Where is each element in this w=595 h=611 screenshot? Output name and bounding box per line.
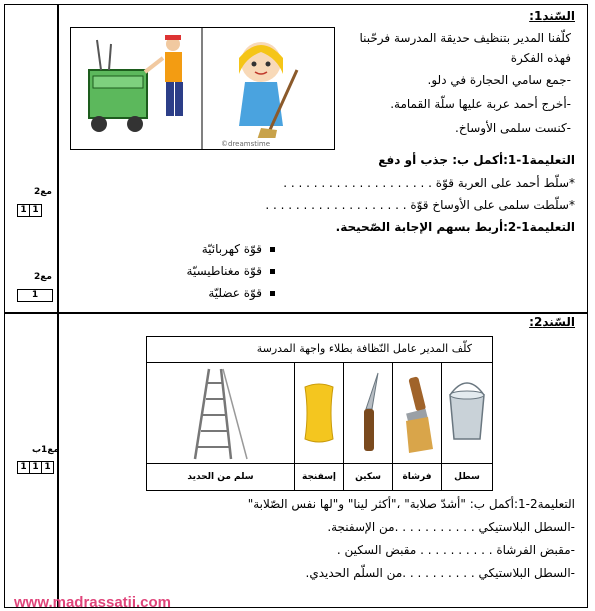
- doc1-intro-line2: فهذه الفكرة: [510, 51, 571, 65]
- force-item[interactable]: قوّة عضليّة: [187, 282, 275, 304]
- tool-label-brush: فرشاة: [392, 463, 442, 491]
- doc1-images: [70, 27, 335, 150]
- sponge-cell: [294, 362, 344, 464]
- criterion-b-label: مع2: [34, 272, 52, 282]
- score-box-b: 1: [17, 289, 53, 302]
- girl-sweeping-image: [204, 42, 332, 147]
- tool-label-bucket: سطل: [441, 463, 493, 491]
- tool-label-sponge: إسفنجة: [294, 463, 344, 491]
- cleaning-cart-worker-image: [89, 35, 183, 132]
- criterion-c-label: مع1ب: [32, 445, 60, 455]
- doc2-task-title: التعليمة2-1:أكمل ب: "أشدّ صلابة" ،"أكثر لينا" و"لها نفس الصّلابة": [247, 497, 575, 511]
- doc1-task1-title: التعليمة1-1:أكمل ب: جذب أو دفع: [378, 153, 575, 167]
- doc2-task-line1[interactable]: -السطل البلاستيكي . . . . . . . . . . .من الإسفنجة.: [327, 520, 575, 534]
- bucket-cell: [441, 362, 493, 464]
- score-box-a: 1 1: [17, 204, 42, 217]
- knife-cell: [343, 362, 393, 464]
- doc1-intro-line1: كلّفنا المدير بتنظيف حديقة المدرسة فرحّبنا: [359, 31, 571, 45]
- bullet-icon: [270, 291, 275, 296]
- watermark[interactable]: www.madrassatii.com: [14, 594, 172, 611]
- ladder-icon: [147, 363, 294, 463]
- doc1-task1-line2[interactable]: *سلّطت سلمى على الأوساخ قوّة . . . . . . . . . . . . . . . . . . .: [265, 198, 575, 212]
- bullet-icon: [270, 247, 275, 252]
- brush-cell: [392, 362, 442, 464]
- bucket-icon: [442, 363, 492, 463]
- criterion-a-label: مع2: [34, 187, 52, 197]
- knife-icon: [344, 363, 392, 463]
- doc1-action-1: -جمع سامي الحجارة في دلو.: [427, 73, 571, 87]
- doc2-task-line2[interactable]: -مقبض الفرشاة . . . . . . . . . . مقبض السكين .: [336, 543, 575, 557]
- section-divider: [4, 312, 588, 314]
- doc1-task1-line1[interactable]: *سلّط أحمد على العربة قوّة . . . . . . . . . . . . . . . . . . . .: [283, 176, 575, 190]
- tool-label-ladder: سلم من الحديد: [146, 463, 295, 491]
- tool-label-knife: سكين: [343, 463, 393, 491]
- sponge-icon: [295, 363, 343, 463]
- paintbrush-icon: [393, 363, 441, 463]
- table-title: كلّف المدير عامل النّظافة بطلاء واجهة المدرسة: [256, 342, 472, 355]
- doc1-task2-title: التعليمة1-2:أربط بسهم الإجابة الصّحيحة.: [335, 220, 575, 234]
- score-box-c: 1 1 1: [17, 461, 54, 474]
- margin-divider: [57, 4, 59, 608]
- doc1-action-2: -أخرج أحمد عربة عليها سلّة القمامة.: [390, 97, 571, 111]
- doc1-action-3: -كنست سلمى الأوساخ.: [455, 121, 571, 135]
- ladder-cell: [146, 362, 295, 464]
- table-title-cell: [146, 336, 493, 363]
- image-credit: ©dreamstime: [221, 140, 271, 148]
- force-item[interactable]: قوّة كهربائيّة: [187, 238, 275, 260]
- bullet-icon: [270, 269, 275, 274]
- force-item[interactable]: قوّة مغناطيسيّة: [187, 260, 275, 282]
- doc2-heading: السّند2:: [529, 315, 575, 329]
- forces-list: [187, 238, 275, 304]
- doc1-heading: السّند1:: [529, 9, 575, 23]
- doc2-task-line3[interactable]: -السطل البلاستيكي . . . . . . . . . .من السلّم الحديدي.: [305, 566, 575, 580]
